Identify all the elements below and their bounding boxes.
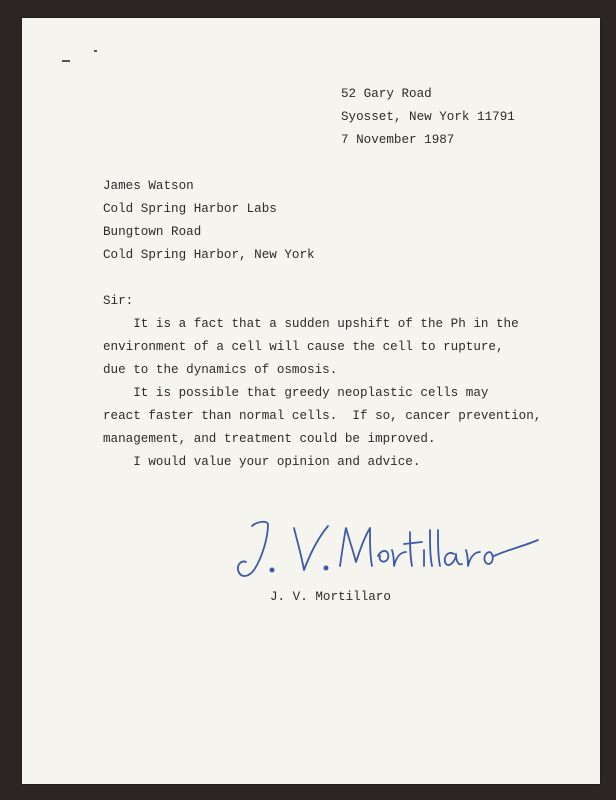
letter-page [22, 18, 600, 784]
recipient-street: Bungtown Road [103, 225, 202, 239]
body-line: management, and treatment could be improved. [103, 432, 436, 446]
recipient-org: Cold Spring Harbor Labs [103, 202, 277, 216]
body-line: It is possible that greedy neoplastic cells may [103, 386, 489, 400]
recipient-city: Cold Spring Harbor, New York [103, 248, 315, 262]
stray-mark [94, 50, 97, 52]
salutation: Sir: [103, 294, 134, 308]
return-street: 52 Gary Road [341, 87, 432, 101]
recipient-name: James Watson [103, 179, 194, 193]
typed-signature-name: J. V. Mortillaro [270, 590, 391, 604]
body-line: I would value your opinion and advice. [103, 455, 421, 469]
body-line: It is a fact that a sudden upshift of the Ph in the [103, 317, 519, 331]
stray-mark [62, 60, 70, 62]
return-city: Syosset, New York 11791 [341, 110, 515, 124]
letter-date: 7 November 1987 [341, 133, 455, 147]
body-line: environment of a cell will cause the cell to rupture, [103, 340, 504, 354]
body-line: due to the dynamics of osmosis. [103, 363, 338, 377]
body-line: react faster than normal cells. If so, cancer prevention, [103, 409, 542, 423]
